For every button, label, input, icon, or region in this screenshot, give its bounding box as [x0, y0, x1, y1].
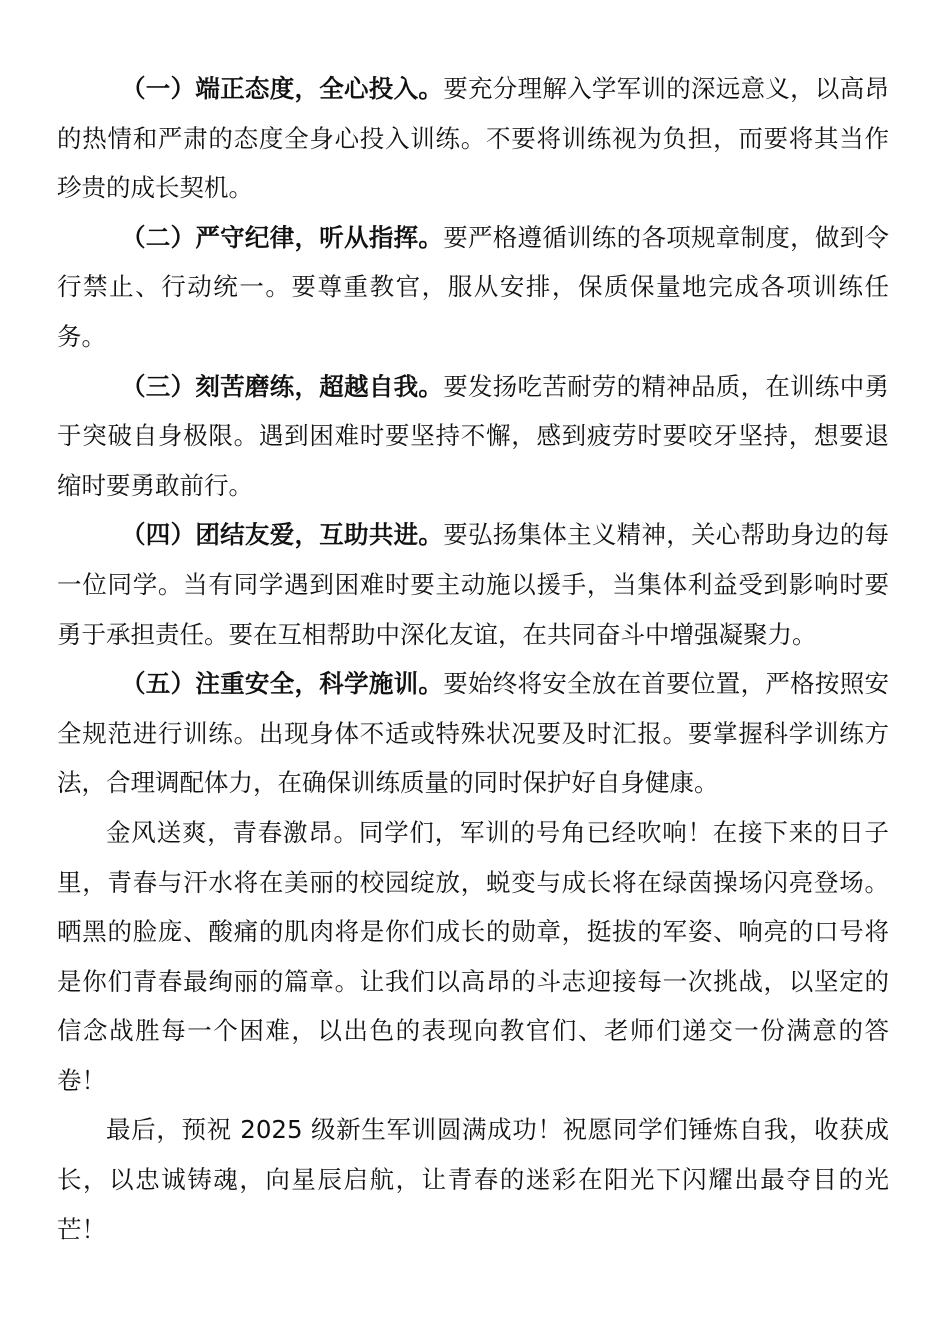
item-body-1: 要充分理解入学军训的深远意义，以高昂的热情和严肃的态度全身心投入训练。不要将训练视为负担，而要将其当作珍贵的成长契机。: [57, 74, 890, 203]
item-heading-3: （三）刻苦磨练，超越自我。: [121, 371, 444, 401]
item-paragraph-3: [57, 362, 889, 511]
item-heading-2: （二）严守纪律，听从指挥。: [121, 222, 444, 252]
item-body-4: 要弘扬集体主义精神，关心帮助身边的每一位同学。当有同学遇到困难时要主动施以援手，当集体利益受到影响时要勇于承担责任。要在互相帮助中深化友谊，在共同奋斗中增强凝聚力。: [57, 520, 890, 649]
item-paragraph-4: [57, 510, 889, 659]
item-paragraph-1: [57, 64, 889, 213]
item-paragraph-5: [57, 659, 889, 808]
item-heading-5: （五）注重安全，科学施训。: [121, 669, 444, 699]
item-body-5: 要始终将安全放在首要位置，严格按照安全规范进行训练。出现身体不适或特殊状况要及时汇报。要掌握科学训练方法，合理调配体力，在确保训练质量的同时保护好自身健康。: [57, 669, 890, 798]
item-body-3: 要发扬吃苦耐劳的精神品质，在训练中勇于突破自身极限。遇到困难时要坚持不懈，感到疲劳时要咬牙坚持，想要退缩时要勇敢前行。: [57, 371, 890, 500]
item-heading-4: （四）团结友爱，互助共进。: [121, 520, 444, 550]
closing-paragraph-2: 最后，预祝 2025 级新生军训圆满成功！祝愿同学们锤炼自我，收获成长，以忠诚铸魂，向星辰启航，让青春的迷彩在阳光下闪耀出最夺目的光芒！: [57, 1115, 889, 1244]
document-page: [57, 64, 889, 1254]
item-paragraph-2: [57, 213, 889, 362]
item-body-2: 要严格遵循训练的各项规章制度，做到令行禁止、行动统一。要尊重教官，服从安排，保质保量地完成各项训练任务。: [57, 222, 890, 351]
item-heading-1: （一）端正态度，全心投入。: [121, 74, 444, 103]
closing-paragraph-1: 金风送爽，青春激昂。同学们，军训的号角已经吹响！在接下来的日子里，青春与汗水将在美丽的校园绽放，蜕变与成长将在绿茵操场闪亮登场。晒黑的脸庞、酸痛的肌肉将是你们成长的勋章，挺拔的军姿、响亮的口号将是你们青春最绚丽的篇章。让我们以高昂的斗志迎接每一次挑战，以坚定的信念战胜每一个困难，以出色的表现向教官们、老师们递交一份满意的答卷！: [57, 817, 889, 1095]
